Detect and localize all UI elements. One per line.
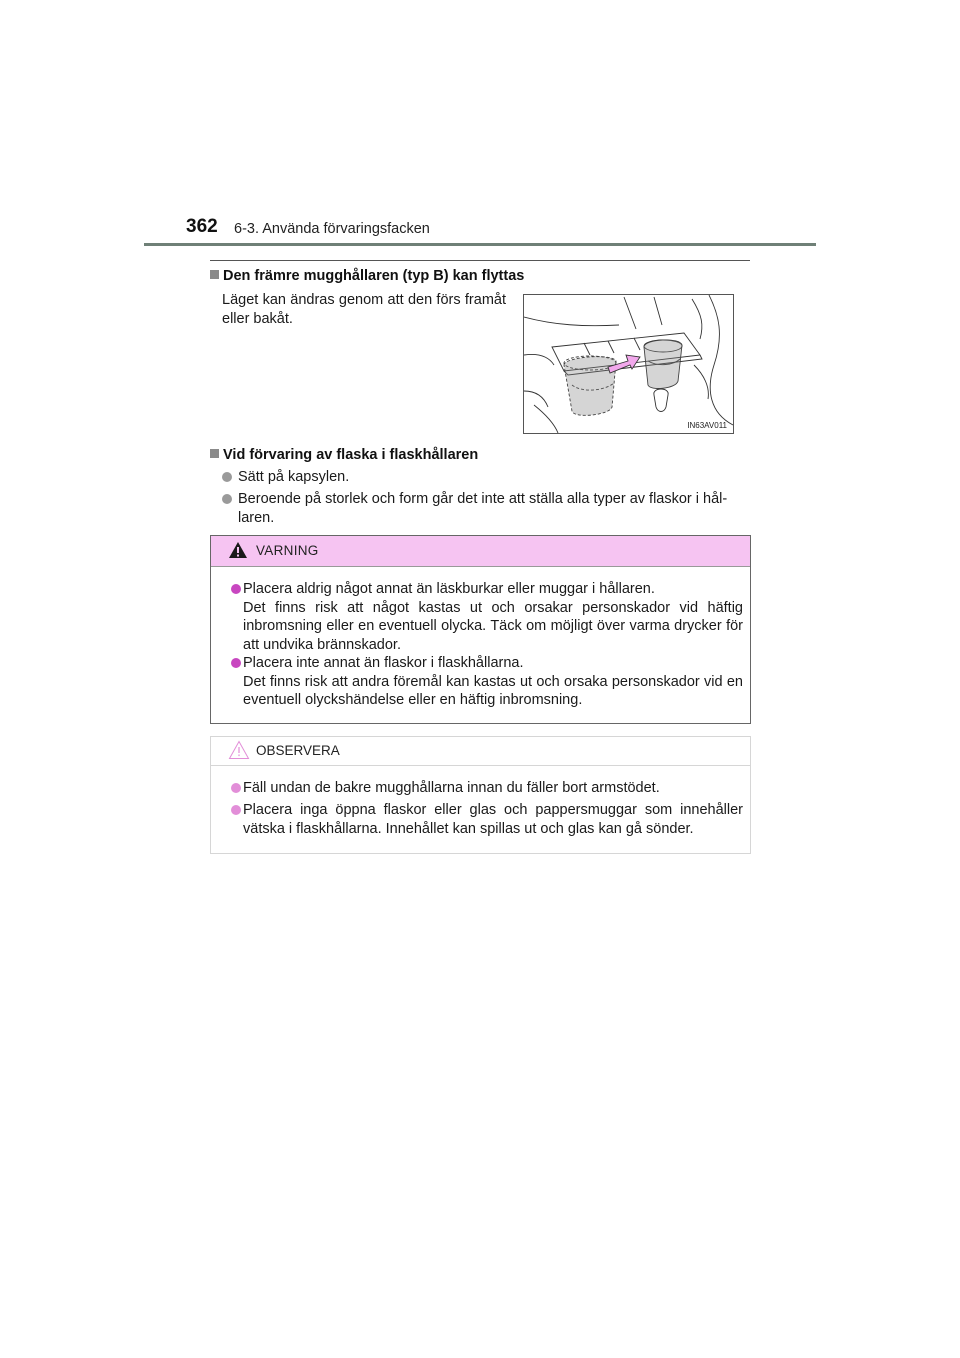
bullet-icon: [222, 494, 232, 504]
caution-triangle-icon: [228, 740, 250, 760]
page-number: 362: [186, 216, 218, 237]
notice-item-text: Fäll undan de bakre mugghållarna innan du fäller bort armstödet.: [243, 780, 660, 796]
square-bullet-icon: [210, 449, 219, 458]
warning-triangle-icon: [228, 541, 248, 559]
list-item-text: Beroende på storlek och form går det inte att ställa alla typer av flaskor i hål-laren.: [238, 491, 728, 526]
section-heading-movable-cupholder: [210, 268, 524, 284]
bullet-icon: [231, 584, 241, 594]
list-item: [222, 490, 750, 527]
figure-code: IN63AV011: [687, 421, 727, 430]
notice-item-text: Placera inga öppna flaskor eller glas och pappersmuggar som innehåller vätska i flaskhållarna. Innehållet kan spillas ut och glas kan gå sönder.: [243, 802, 743, 837]
warning-label: VARNING: [256, 543, 319, 558]
square-bullet-icon: [210, 270, 219, 279]
header-rule: [144, 243, 816, 246]
list-item: [222, 468, 750, 487]
notice-item: [231, 801, 743, 838]
warning-box: [210, 535, 751, 724]
bullet-icon: [231, 658, 241, 668]
chapter-title: 6-3. Använda förvaringsfacken: [234, 221, 430, 237]
warning-item: [231, 580, 743, 654]
notice-label: OBSERVERA: [256, 743, 340, 758]
bullet-icon: [231, 783, 241, 793]
notice-box: [210, 736, 751, 854]
warning-item-text: Placera inte annat än flaskor i flaskhållarna. Det finns risk att andra föremål kan kastas ut och orsaka personskador vid en eventuell olyckshändelse eller en häftig inbromsning.: [243, 655, 743, 708]
heading-text: Vid förvaring av flaska i flaskhållaren: [223, 447, 479, 463]
section-rule: [210, 260, 750, 261]
console-drawing: [524, 295, 733, 433]
list-item-text: Sätt på kapsylen.: [238, 469, 350, 485]
bullet-icon: [231, 805, 241, 815]
notice-header: [211, 737, 750, 766]
notice-item: [231, 779, 743, 798]
bullet-icon: [222, 472, 232, 482]
heading-text: Den främre mugghållaren (typ B) kan flyttas: [223, 268, 525, 284]
warning-item-text: Placera aldrig något annat än läskburkar eller muggar i hållaren. Det finns risk att något kastas ut och orsakar personskador vid häftig inbromsning eller en eventuell olycka. Täck om möjligt över varma drycker för att undvika brännskador.: [243, 581, 743, 653]
warning-header: [211, 536, 750, 567]
cupholder-illustration: [523, 294, 734, 434]
section-heading-bottle-holder: [210, 447, 478, 463]
warning-item: [231, 654, 743, 710]
section-text: Läget kan ändras genom att den förs framåt eller bakåt.: [222, 292, 506, 327]
